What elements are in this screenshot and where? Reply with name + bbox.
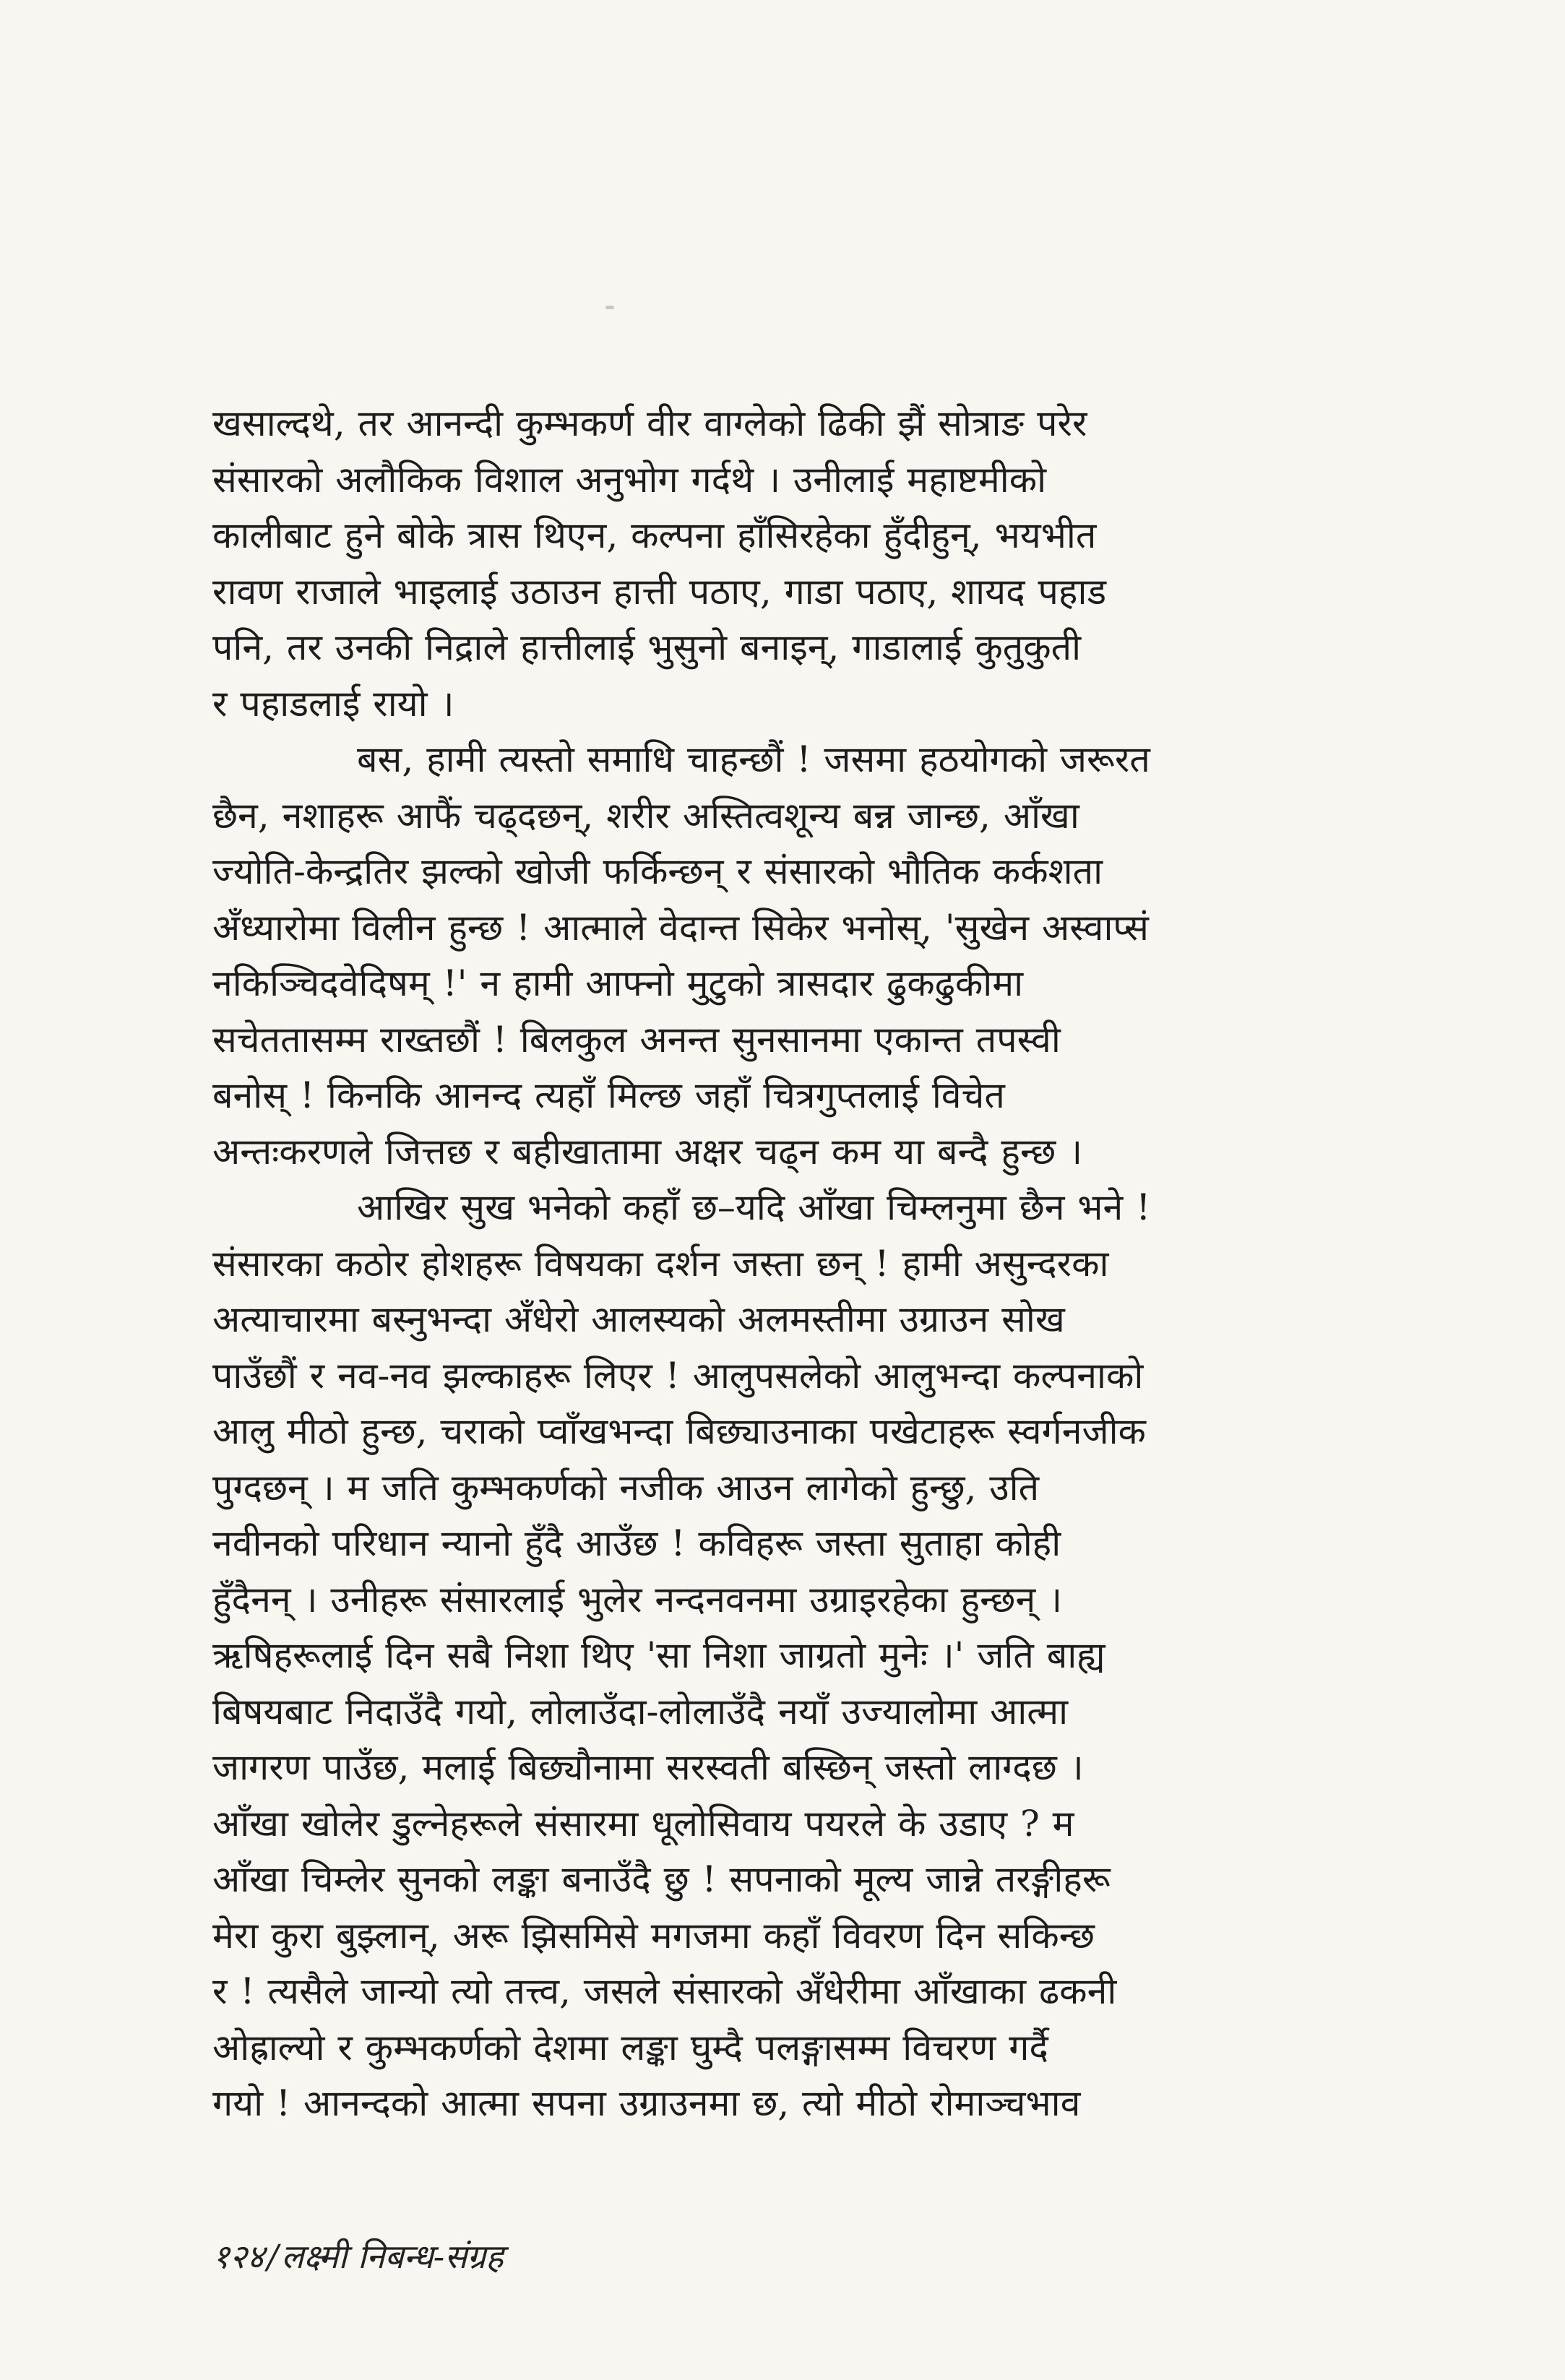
page-footer [212,2231,504,2282]
page-number: १२४ [212,2237,264,2276]
paragraph-2: बस, हामी त्यस्तो समाधि चाहन्छौं ! जसमा हठयोगको जरूरत छैन, नशाहरू आफैं चढ्दछन्, शरीर अस्तित्वशून्य बन्न जान्छ, आँखा ज्योति-केन्द्रतिर झल्को खोजी फर्किन्छन् र संसारको भौतिक कर्कशता अँध्यारोमा विलीन हुन्छ ! आत्माले वेदान्त सिकेर भनोस्, 'सुखेन अस्वाप्सं नकिञ्चिदवेदिषम् !' न हामी आफ्नो मुटुको त्रासदार ढुकढुकीमा सचेततासम्म राख्तछौं ! बिलकुल अनन्त सुनसानमा एकान्त तपस्वी बनोस् ! किनकि आनन्द त्यहाँ मिल्छ जहाँ चित्रगुप्तलाई विचेत अन्तःकरणले जित्तछ र बहीखातामा अक्षर चढ्न कम या बन्दै हुन्छ । [212,738,1150,1173]
print-speck [605,306,614,309]
book-title: लक्ष्मी निबन्ध-संग्रह [281,2237,504,2276]
paragraph-3: आखिर सुख भनेको कहाँ छ–यदि आँखा चिम्लनुमा छैन भने ! संसारका कठोर होशहरू विषयका दर्शन जस्ता छन् ! हामी असुन्दरका अत्याचारमा बस्नुभन्दा अँधेरो आलस्यको अलमस्तीमा उग्राउन सोख पाउँछौं र नव-नव झल्काहरू लिएर ! आलुपसलेको आलुभन्दा कल्पनाको आलु मीठो हुन्छ, चराको प्वाँखभन्दा बिछ्याउनाका पखेटाहरू स्वर्गनजीक पुग्दछन् । म जति कुम्भकर्णको नजीक आउन लागेको हुन्छु, उति नवीनको परिधान न्यानो हुँदै आउँछ ! कविहरू जस्ता सुताहा कोही हुँदैनन् । उनीहरू संसारलाई भुलेर नन्दनवनमा उग्राइरहेका हुन्छन् । ऋषिहरूलाई दिन सबै निशा थिए 'सा निशा जाग्रतो मुनेः ।' जति बाह्य बिषयबाट निदाउँदै गयो, लोलाउँदा-लोलाउँदै नयाँ उज्यालोमा आत्मा जागरण पाउँछ, मलाई बिछ्यौनामा सरस्वती बस्छिन् जस्तो लाग्दछ । आँखा खोलेर डुल्नेहरूले संसारमा धूलोसिवाय पयरले के उडाए ? म आँखा चिम्लेर सुनको लङ्का बनाउँदै छु ! सपनाको मूल्य जान्ने तरङ्गीहरू मेरा कुरा बुझ्लान्, अरू झिसमिसे मगजमा कहाँ विवरण दिन सकिन्छ र ! त्यसैले जान्यो त्यो तत्त्व, जसले संसारको अँधेरीमा आँखाका ढकनी ओह्राल्यो र कुम्भकर्णको देशमा लङ्का घुम्दै पलङ्गासम्म विचरण गर्दै गयो ! आनन्दको आत्मा सपना उग्राउनमा छ, त्यो मीठो रोमाञ्चभाव [212,1186,1151,2124]
body-text [212,396,1358,2231]
footer-separator: / [267,2237,279,2276]
paragraph-1: खसाल्दथे, तर आनन्दी कुम्भकर्ण वीर वाग्लेको ढिकी झैं सोत्राङ परेर संसारको अलौकिक विशाल अनुभोग गर्दथे । उनीलाई महाष्टमीको कालीबाट हुने बोके त्रास थिएन, कल्पना हाँसिरहेका हुँदीहुन्, भयभीत रावण राजाले भाइलाई उठाउन हात्ती पठाए, गाडा पठाए, शायद पहाड पनि, तर उनकी निद्राले हात्तीलाई भुसुनो बनाइन्, गाडालाई कुतुकुती र पहाडलाई रायो । [212,402,1107,725]
